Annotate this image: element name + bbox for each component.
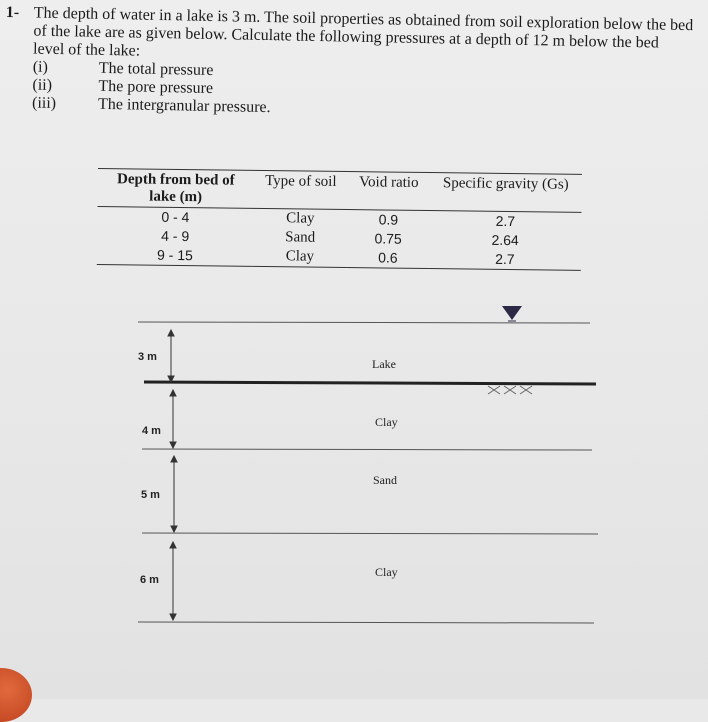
layer-label: Sand xyxy=(373,473,397,487)
cell-void: 0.75 xyxy=(374,230,402,247)
cell-gs: 2.64 xyxy=(491,231,519,249)
lake-bed-line xyxy=(144,382,596,384)
question-text: The intergranular pressure. xyxy=(97,95,271,117)
layer-label: Lake xyxy=(372,357,396,371)
header-depth: Depth from bed of lake (m) xyxy=(116,171,235,206)
cell-gs: 2.7 xyxy=(495,212,516,230)
problem-statement: The depth of water in a lake is 3 m. The soil properties as obtained from soil exploration below the bed of the lake are as given below. Calculate the following pressures at a depth of 12 m below the bed level of the lake: xyxy=(32,4,694,60)
soil-profile-svg xyxy=(0,300,708,640)
table-header-row xyxy=(98,168,582,212)
dimension-arrows xyxy=(168,330,177,620)
question-text: The pore pressure xyxy=(98,77,214,97)
water-table-icon xyxy=(502,306,522,321)
cell-soil: Clay xyxy=(285,248,315,265)
problem-block xyxy=(4,4,696,125)
cell-void: 0.9 xyxy=(378,211,399,228)
cell-depth: 0 - 4 xyxy=(161,208,190,226)
cell-depth: 4 - 9 xyxy=(161,227,190,245)
water-surface-line xyxy=(138,322,590,323)
header-void-ratio: Void ratio xyxy=(359,174,419,191)
soil-properties-table xyxy=(97,168,582,271)
dimension-label: 6 m xyxy=(140,574,159,586)
header-specific-gravity: Specific gravity (Gs) xyxy=(442,175,569,193)
cell-soil: Sand xyxy=(285,229,316,246)
lake-bed-hatch-icon xyxy=(488,386,532,394)
layer-label: Clay xyxy=(375,565,398,579)
question-roman: (iii) xyxy=(31,94,57,112)
question-text: The total pressure xyxy=(98,59,214,79)
bottom-boundary xyxy=(138,622,594,623)
cell-soil: Clay xyxy=(286,210,315,227)
dimension-label: 4 m xyxy=(142,425,161,437)
dimension-label: 3 m xyxy=(138,351,157,363)
sand-clay-boundary xyxy=(142,533,598,534)
header-soil-type: Type of soil xyxy=(265,173,337,190)
cell-gs: 2.7 xyxy=(495,250,515,268)
soil-properties-table-wrapper xyxy=(97,168,582,271)
dimension-label: 5 m xyxy=(141,489,160,501)
layer-label: Clay xyxy=(375,415,398,429)
problem-number: 1- xyxy=(5,4,20,22)
cell-depth: 9 - 15 xyxy=(156,246,193,264)
question-roman: (ii) xyxy=(32,76,53,94)
cell-void: 0.6 xyxy=(378,249,398,266)
clay-sand-boundary xyxy=(142,449,592,450)
soil-profile-diagram xyxy=(0,300,708,640)
question-roman: (i) xyxy=(32,58,49,76)
